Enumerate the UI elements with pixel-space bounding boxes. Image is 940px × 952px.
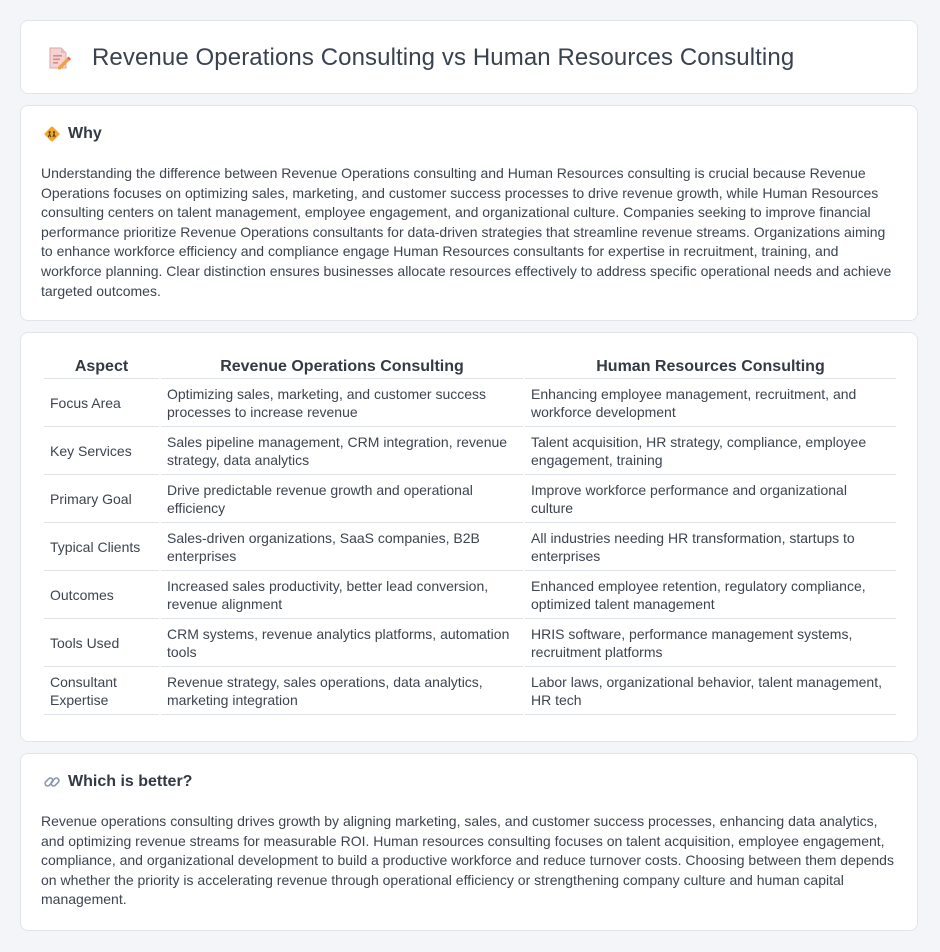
row-revenue-ops: Revenue strategy, sales operations, data analytics, marketing integration — [161, 667, 523, 715]
table-row — [44, 475, 896, 523]
row-hr: Labor laws, organizational behavior, talent management, HR tech — [525, 667, 896, 715]
document-edit-icon — [45, 45, 71, 71]
row-hr: Improve workforce performance and organizational culture — [525, 475, 896, 523]
row-revenue-ops: CRM systems, revenue analytics platforms, automation tools — [161, 619, 523, 667]
comparison-table — [42, 354, 898, 715]
better-heading: Which is better? — [68, 773, 193, 790]
table-row — [44, 379, 896, 427]
header-aspect: Aspect — [44, 354, 159, 379]
comparison-card — [20, 332, 918, 742]
row-hr: All industries needing HR transformation, startups to enterprises — [525, 523, 896, 571]
table-row — [44, 571, 896, 619]
page-title: Revenue Operations Consulting vs Human Resources Consulting — [92, 44, 795, 71]
row-revenue-ops: Sales-driven organizations, SaaS companies, B2B enterprises — [161, 523, 523, 571]
row-revenue-ops: Sales pipeline management, CRM integration, revenue strategy, data analytics — [161, 427, 523, 475]
row-hr: HRIS software, performance management systems, recruitment platforms — [525, 619, 896, 667]
table-header-row — [44, 354, 896, 379]
row-aspect: Tools Used — [44, 619, 159, 667]
row-aspect: Outcomes — [44, 571, 159, 619]
table-row — [44, 427, 896, 475]
row-hr: Enhanced employee retention, regulatory compliance, optimized talent management — [525, 571, 896, 619]
header-hr: Human Resources Consulting — [525, 354, 896, 379]
row-aspect: Key Services — [44, 427, 159, 475]
why-header — [43, 125, 102, 143]
row-revenue-ops: Increased sales productivity, better lead conversion, revenue alignment — [161, 571, 523, 619]
row-aspect: Focus Area — [44, 379, 159, 427]
table-row — [44, 667, 896, 715]
better-header — [43, 773, 192, 791]
title-card — [20, 20, 918, 94]
why-heading: Why — [68, 125, 102, 142]
row-revenue-ops: Optimizing sales, marketing, and customer success processes to increase revenue — [161, 379, 523, 427]
which-better-card — [20, 753, 918, 931]
table-row — [44, 619, 896, 667]
row-aspect: Primary Goal — [44, 475, 159, 523]
why-text: Understanding the difference between Revenue Operations consulting and Human Resources consulting is crucial because Revenue Operations focuses on optimizing sales, marketing, and customer success processes to drive revenue growth, while Human Resources consulting centers on talent management, employee engagement, and organizational culture. Companies seeking to improve financial performance prioritize Revenue Operations consultants for data-driven strategies that streamline revenue streams. Organizations aiming to enhance workforce efficiency and compliance engage Human Resources consultants for expertise in recruitment, training, and workforce planning. Clear distinction ensures businesses allocate resources effectively to address specific operational needs and achieve targeted outcomes. — [41, 165, 892, 299]
row-aspect: Typical Clients — [44, 523, 159, 571]
title-row — [45, 21, 794, 95]
row-hr: Enhancing employee management, recruitment, and workforce development — [525, 379, 896, 427]
why-card — [20, 105, 918, 321]
row-revenue-ops: Drive predictable revenue growth and operational efficiency — [161, 475, 523, 523]
link-icon — [43, 773, 61, 791]
table-row — [44, 523, 896, 571]
warning-sign-icon — [43, 125, 61, 143]
header-revenue-ops: Revenue Operations Consulting — [161, 354, 523, 379]
better-text: Revenue operations consulting drives growth by aligning marketing, sales, and customer success processes, enhancing data analytics, and optimizing revenue streams for measurable ROI. Human resources consulting focuses on talent acquisition, employee engagement, compliance, and organizational development to build a productive workforce and reduce turnover costs. Choosing between them depends on whether the priority is accelerating revenue through operational efficiency or strengthening company culture and human capital management. — [41, 813, 894, 908]
row-aspect: Consultant Expertise — [44, 667, 159, 715]
row-hr: Talent acquisition, HR strategy, compliance, employee engagement, training — [525, 427, 896, 475]
